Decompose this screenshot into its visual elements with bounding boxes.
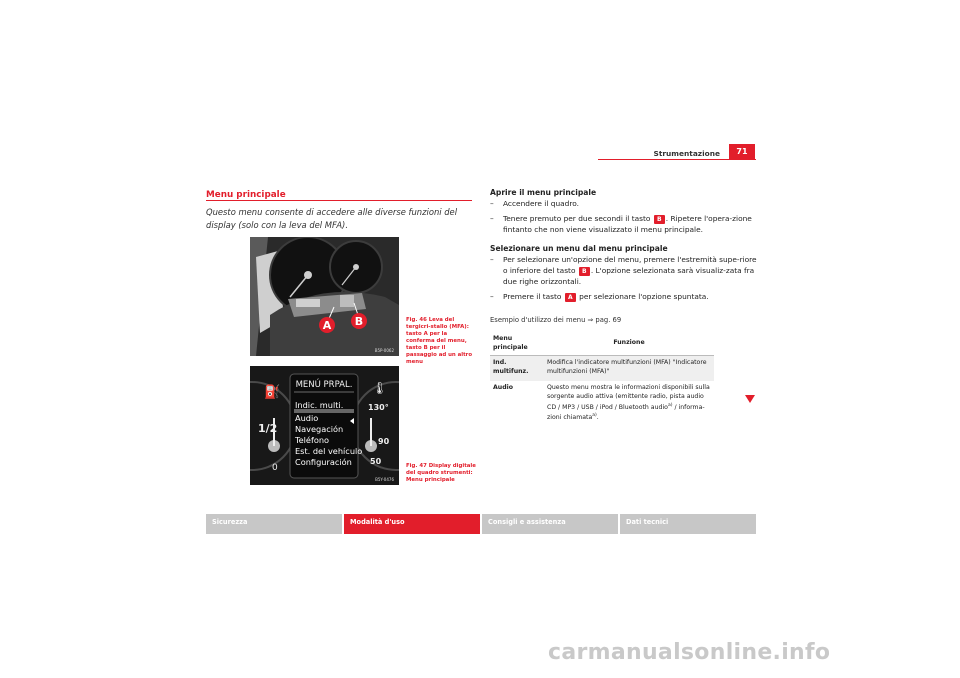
display-item: Configuración (295, 457, 352, 467)
figure-code: B5Y-0476 (375, 477, 394, 482)
step-item: – Tenere premuto per due secondi il tasto B . Ripetere l'opera-zione fintanto che non viene visualizzato il menu principale. (490, 214, 752, 234)
figure-callout-a: A (322, 319, 332, 332)
table-header: Menu principale (490, 333, 544, 356)
gauge-half-label: 1/2 (258, 422, 278, 435)
example-reference: Esempio d'utilizzo dei menu ⇒ pag. 69 (490, 316, 622, 324)
key-b-badge: B (654, 215, 665, 224)
figure-callout-b: B (354, 315, 364, 328)
step-item: – Per selezionare un'opzione del menu, premere l'estremità supe-riore o inferiore del tasto B . L'opzione selezionata sarà visualiz-zata fra due righe orizzontali. (490, 255, 757, 286)
step-item: – Premere il tasto A per selezionare l'opzione spuntata. (490, 292, 709, 301)
key-a-badge: A (565, 293, 576, 302)
table-header: Funzione (544, 333, 714, 356)
watermark: carmanualsonline.info (548, 640, 831, 665)
table-row (490, 381, 714, 428)
footer-tab-consigli[interactable]: Consigli e assistenza (482, 514, 618, 534)
table-cell-menu: Ind. multifunz. (490, 356, 544, 382)
footnote-marker: a) (667, 402, 673, 408)
step-item: – Accendere il quadro. (490, 199, 579, 208)
display-menu-title: MENÚ PRPAL. (295, 380, 353, 390)
dash-bullet: – (490, 255, 494, 264)
footer-tab-modalita-uso[interactable]: Modalità d'uso (344, 514, 480, 534)
figure-caption: Fig. 46 Leva del tergicri-stallo (MFA): tasto A per la conferma del menu, tasto B per il passaggio ad un altro menu (406, 317, 473, 365)
header-rule (598, 159, 756, 160)
display-item: Est. del vehículo (295, 446, 363, 456)
section-title: Menu principale (206, 190, 286, 200)
menu-function-table (490, 333, 714, 428)
figure-caption: Fig. 47 Display digitale del quadro strumenti: Menu principale (406, 463, 476, 483)
continue-arrow-icon (745, 395, 755, 403)
figure-code: B5P-0062 (374, 348, 394, 353)
dash-bullet: – (490, 214, 494, 223)
svg-text:🌡: 🌡 (372, 381, 388, 395)
gauge-max-temp-label: 130° (368, 403, 389, 412)
gauge-empty-label: 0 (272, 463, 278, 473)
gauge-min-temp-label: 50 (370, 457, 382, 466)
open-menu-heading: Aprire il menu principale (490, 188, 597, 197)
svg-text:⛽: ⛽ (264, 385, 281, 400)
table-row (490, 356, 714, 382)
table-cell-function: Questo menu mostra le informazioni disponibili sulla sorgente audio attiva (emittente radio, pista audio CD / MP3 / USB / iPod / Bluetooth audio$^{a)}$ / informa-zioni chiamata$^{a)}$. (547, 384, 710, 422)
figure-instrument-display (250, 366, 399, 485)
table-cell-menu: Audio (493, 384, 513, 392)
figure-wiper-lever (250, 237, 399, 356)
display-item: Navegación (295, 424, 344, 434)
footer-tab-dati-tecnici[interactable]: Dati tecnici (620, 514, 756, 534)
footer-tab-sicurezza[interactable]: Sicurezza (206, 514, 342, 534)
display-item-selected: Indic. multi. (295, 400, 344, 410)
key-b-badge: B (579, 267, 590, 276)
footnote-marker: a) (592, 413, 597, 419)
select-menu-heading: Selezionare un menu dal menu principale (490, 244, 668, 253)
section-intro: Questo menu consente di accedere alle diverse funzioni del display (solo con la leva del MFA). (206, 207, 458, 230)
display-item: Teléfono (295, 435, 330, 445)
dash-bullet: – (490, 199, 494, 208)
page-number: 71 (729, 144, 755, 160)
display-item: Audio (295, 413, 319, 423)
dash-bullet: – (490, 292, 494, 301)
running-header-title: Strumentazione (653, 149, 720, 158)
instructions-column (490, 187, 760, 302)
section-rule (206, 200, 472, 201)
table-cell-function: Modifica l'indicatore multifunzioni (MFA) "Indicatore multifunzioni (MFA)" (544, 356, 714, 382)
gauge-mid-temp-label: 90 (378, 437, 390, 446)
